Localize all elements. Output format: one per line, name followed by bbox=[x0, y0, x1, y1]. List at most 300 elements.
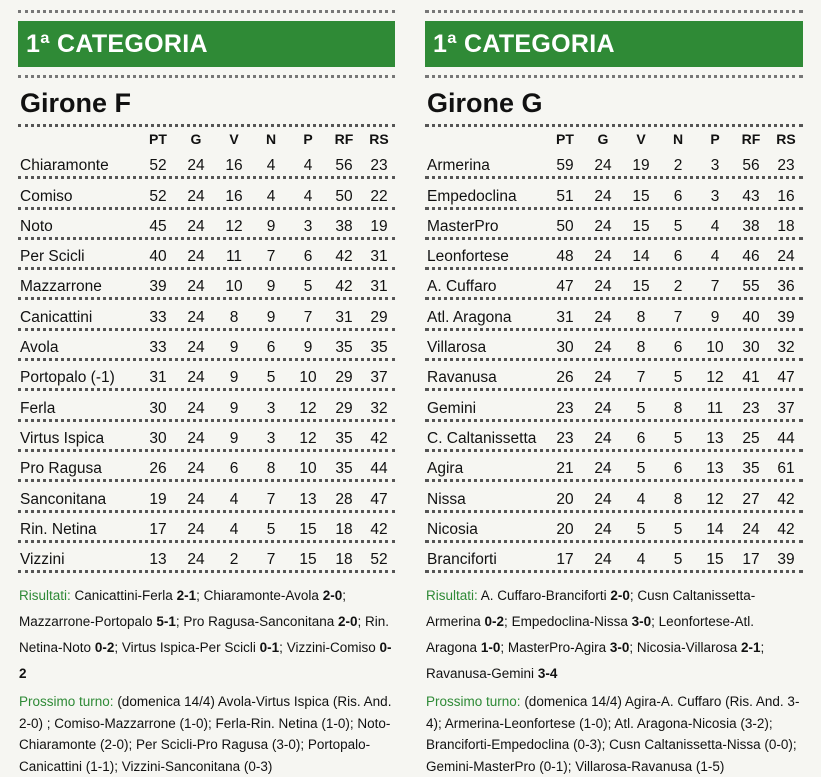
result-match: Mazzarrone-Portopalo bbox=[19, 614, 153, 630]
result-match: Ravanusa-Gemini bbox=[426, 666, 535, 682]
stat-cell: 9 bbox=[710, 308, 720, 326]
result-score: 2-0 bbox=[610, 588, 630, 604]
stat-cell: 15 bbox=[299, 551, 317, 569]
stat-cell: 6 bbox=[229, 460, 239, 478]
stat-cell: 17 bbox=[742, 551, 760, 569]
stat-cell: 42 bbox=[370, 429, 388, 447]
stat-cell: 5 bbox=[303, 278, 313, 296]
dotted-divider bbox=[18, 0, 395, 13]
stat-cell: 5 bbox=[266, 520, 276, 538]
results-text bbox=[18, 583, 395, 687]
stat-cell: 4 bbox=[303, 157, 313, 175]
team-name: Per Scicli bbox=[20, 248, 85, 266]
stat-cell: 7 bbox=[266, 490, 276, 508]
team-name: Armerina bbox=[427, 157, 490, 175]
team-name: Branciforti bbox=[427, 551, 497, 569]
team-name: Comiso bbox=[20, 187, 73, 205]
result-separator: ; bbox=[500, 640, 508, 656]
stat-cell: 20 bbox=[556, 490, 574, 508]
result-match: Virtus Ispica-Per Scicli bbox=[121, 640, 256, 656]
stat-cell: 39 bbox=[777, 551, 795, 569]
standings-table bbox=[425, 149, 803, 573]
stat-cell: 6 bbox=[673, 248, 683, 266]
table-row bbox=[18, 149, 395, 179]
table-row bbox=[425, 482, 803, 512]
stat-cell: 20 bbox=[556, 520, 574, 538]
stat-cell: 23 bbox=[742, 399, 760, 417]
result-match: Empedoclina-Nissa bbox=[511, 614, 628, 630]
result-separator: ; bbox=[175, 614, 184, 630]
stat-cell: 46 bbox=[742, 248, 760, 266]
stat-cell: 48 bbox=[556, 248, 574, 266]
stat-cell: 4 bbox=[710, 248, 720, 266]
result-score: 0-2 bbox=[484, 614, 505, 630]
stat-cell: 28 bbox=[335, 490, 353, 508]
stat-cell: 12 bbox=[299, 399, 317, 417]
team-name: A. Cuffaro bbox=[427, 278, 497, 296]
stat-cell: 9 bbox=[229, 369, 239, 387]
stat-cell: 7 bbox=[266, 248, 276, 266]
table-row bbox=[425, 240, 803, 270]
stat-cell: 24 bbox=[777, 248, 795, 266]
column-header: RF bbox=[741, 131, 761, 147]
stat-cell: 18 bbox=[335, 520, 353, 538]
stat-cell: 9 bbox=[303, 339, 313, 357]
stat-cell: 24 bbox=[594, 460, 612, 478]
stat-cell: 9 bbox=[229, 429, 239, 447]
stat-cell: 31 bbox=[370, 278, 388, 296]
stat-cell: 30 bbox=[149, 429, 167, 447]
stat-cell: 14 bbox=[706, 520, 724, 538]
results-text bbox=[425, 583, 803, 687]
column-header: P bbox=[303, 131, 313, 147]
stat-cell: 39 bbox=[149, 278, 167, 296]
stat-cell: 5 bbox=[636, 460, 646, 478]
stat-cell: 24 bbox=[594, 369, 612, 387]
table-row bbox=[18, 482, 395, 512]
stat-cell: 10 bbox=[299, 369, 317, 387]
stat-cell: 12 bbox=[706, 369, 724, 387]
dotted-divider bbox=[425, 0, 803, 13]
table-row bbox=[18, 452, 395, 482]
table-row bbox=[425, 543, 803, 573]
result-score: 2-1 bbox=[176, 588, 197, 604]
table-row bbox=[425, 179, 803, 209]
stat-cell: 42 bbox=[335, 278, 353, 296]
stat-cell: 9 bbox=[229, 339, 239, 357]
stat-cell: 5 bbox=[636, 399, 646, 417]
result-separator: ; bbox=[629, 588, 638, 604]
stat-cell: 6 bbox=[673, 460, 683, 478]
stat-cell: 52 bbox=[149, 187, 167, 205]
stat-cell: 10 bbox=[706, 339, 724, 357]
team-name: Nissa bbox=[427, 490, 466, 508]
stat-cell: 15 bbox=[632, 278, 650, 296]
stat-cell: 11 bbox=[225, 248, 243, 266]
stat-cell: 24 bbox=[594, 187, 612, 205]
stat-cell: 16 bbox=[225, 187, 243, 205]
stat-cell: 16 bbox=[225, 157, 243, 175]
team-name: Noto bbox=[20, 217, 53, 235]
stat-cell: 7 bbox=[636, 369, 646, 387]
team-name: Empedoclina bbox=[427, 187, 517, 205]
table-row bbox=[425, 422, 803, 452]
stat-cell: 32 bbox=[777, 339, 795, 357]
table-row bbox=[18, 300, 395, 330]
team-name: Chiaramonte bbox=[20, 157, 109, 175]
stat-cell: 5 bbox=[673, 429, 683, 447]
result-match: Cusn Caltanissetta-Armerina bbox=[426, 588, 756, 630]
stat-cell: 19 bbox=[149, 490, 167, 508]
team-name: Nicosia bbox=[427, 520, 478, 538]
stat-cell: 24 bbox=[594, 339, 612, 357]
stat-cell: 8 bbox=[636, 308, 646, 326]
stat-cell: 33 bbox=[149, 339, 167, 357]
column-header: V bbox=[229, 131, 239, 147]
stat-cell: 32 bbox=[370, 399, 388, 417]
stat-cell: 2 bbox=[673, 278, 683, 296]
stat-cell: 12 bbox=[706, 490, 724, 508]
stat-cell: 27 bbox=[742, 490, 760, 508]
stat-cell: 52 bbox=[149, 157, 167, 175]
stat-cell: 41 bbox=[742, 369, 760, 387]
table-row bbox=[18, 331, 395, 361]
stat-cell: 11 bbox=[706, 399, 724, 417]
stat-cell: 52 bbox=[370, 551, 388, 569]
stat-cell: 3 bbox=[303, 217, 313, 235]
stat-cell: 43 bbox=[742, 187, 760, 205]
stat-cell: 10 bbox=[299, 460, 317, 478]
stat-cell: 24 bbox=[594, 399, 612, 417]
stat-cell: 44 bbox=[370, 460, 388, 478]
result-score: 3-0 bbox=[609, 640, 630, 656]
stat-cell: 38 bbox=[335, 217, 353, 235]
table-header bbox=[18, 124, 395, 149]
stat-cell: 24 bbox=[742, 520, 760, 538]
table-row bbox=[425, 361, 803, 391]
dotted-divider bbox=[425, 67, 803, 78]
team-name: Vizzini bbox=[20, 551, 65, 569]
stat-cell: 2 bbox=[229, 551, 239, 569]
stat-cell: 44 bbox=[777, 429, 795, 447]
result-score: 0-2 bbox=[94, 640, 115, 656]
stat-cell: 35 bbox=[370, 339, 388, 357]
stat-cell: 37 bbox=[777, 399, 795, 417]
result-match: Vizzini-Comiso bbox=[286, 640, 376, 656]
stat-cell: 38 bbox=[742, 217, 760, 235]
dotted-divider bbox=[18, 67, 395, 78]
standings-column-girone-f bbox=[18, 0, 395, 777]
stat-cell: 4 bbox=[229, 490, 239, 508]
result-match: Pro Ragusa-Sanconitana bbox=[183, 614, 335, 630]
stat-cell: 24 bbox=[187, 157, 205, 175]
stat-cell: 24 bbox=[594, 551, 612, 569]
stat-cell: 17 bbox=[149, 520, 167, 538]
column-header: RF bbox=[334, 131, 354, 147]
table-row bbox=[18, 422, 395, 452]
result-score: 5-1 bbox=[156, 614, 176, 630]
stat-cell: 24 bbox=[187, 187, 205, 205]
stat-cell: 47 bbox=[370, 490, 388, 508]
table-row bbox=[18, 361, 395, 391]
stat-cell: 24 bbox=[594, 217, 612, 235]
table-row bbox=[425, 452, 803, 482]
table-row bbox=[18, 270, 395, 300]
stat-cell: 24 bbox=[187, 520, 205, 538]
stat-cell: 24 bbox=[187, 217, 205, 235]
team-name: Sanconitana bbox=[20, 490, 107, 508]
column-header: PT bbox=[556, 131, 574, 147]
stat-cell: 9 bbox=[266, 217, 276, 235]
stat-cell: 24 bbox=[187, 248, 205, 266]
stat-cell: 30 bbox=[742, 339, 760, 357]
stat-cell: 7 bbox=[710, 278, 720, 296]
stat-cell: 4 bbox=[636, 551, 646, 569]
result-match: Nicosia-Villarosa bbox=[636, 640, 738, 656]
stat-cell: 24 bbox=[187, 490, 205, 508]
stat-cell: 35 bbox=[335, 339, 353, 357]
standings-column-girone-g bbox=[425, 0, 803, 777]
result-separator: ; bbox=[651, 614, 659, 630]
stat-cell: 24 bbox=[187, 551, 205, 569]
result-separator: ; bbox=[504, 614, 512, 630]
stat-cell: 24 bbox=[594, 157, 612, 175]
team-name: Ravanusa bbox=[427, 369, 497, 387]
table-row bbox=[425, 300, 803, 330]
group-title: Girone G bbox=[427, 88, 543, 118]
next-round-label: Prossimo turno: bbox=[426, 694, 521, 710]
stat-cell: 24 bbox=[594, 490, 612, 508]
stat-cell: 22 bbox=[370, 187, 388, 205]
stat-cell: 5 bbox=[636, 520, 646, 538]
stat-cell: 40 bbox=[149, 248, 167, 266]
results-label: Risultati: bbox=[19, 588, 71, 604]
stat-cell: 24 bbox=[594, 248, 612, 266]
table-row bbox=[425, 331, 803, 361]
result-score: 1-0 bbox=[480, 640, 501, 656]
stat-cell: 6 bbox=[673, 187, 683, 205]
team-name: Agira bbox=[427, 460, 464, 478]
category-banner: 1ª CATEGORIA bbox=[425, 21, 803, 67]
stat-cell: 24 bbox=[187, 460, 205, 478]
stat-cell: 8 bbox=[673, 399, 683, 417]
column-header: RS bbox=[369, 131, 389, 147]
stat-cell: 15 bbox=[632, 187, 650, 205]
table-row bbox=[18, 543, 395, 573]
stat-cell: 31 bbox=[149, 369, 167, 387]
stat-cell: 29 bbox=[335, 399, 353, 417]
stat-cell: 5 bbox=[673, 217, 683, 235]
stat-cell: 42 bbox=[370, 520, 388, 538]
result-score: 0-2 bbox=[19, 640, 392, 682]
stat-cell: 4 bbox=[710, 217, 720, 235]
stat-cell: 24 bbox=[187, 308, 205, 326]
stat-cell: 31 bbox=[556, 308, 574, 326]
stat-cell: 9 bbox=[266, 308, 276, 326]
result-separator: ; bbox=[196, 588, 204, 604]
stat-cell: 37 bbox=[370, 369, 388, 387]
stat-cell: 3 bbox=[266, 429, 276, 447]
stat-cell: 7 bbox=[303, 308, 313, 326]
stat-cell: 8 bbox=[266, 460, 276, 478]
result-score: 0-1 bbox=[259, 640, 280, 656]
team-name: Ferla bbox=[20, 399, 56, 417]
stat-cell: 35 bbox=[335, 460, 353, 478]
table-header bbox=[425, 124, 803, 149]
stat-cell: 17 bbox=[556, 551, 574, 569]
stat-cell: 18 bbox=[777, 217, 795, 235]
table-row bbox=[18, 513, 395, 543]
stat-cell: 18 bbox=[335, 551, 353, 569]
stat-cell: 8 bbox=[636, 339, 646, 357]
next-round-text bbox=[18, 691, 395, 777]
stat-cell: 35 bbox=[742, 460, 760, 478]
stat-cell: 40 bbox=[742, 308, 760, 326]
result-separator: ; bbox=[629, 640, 637, 656]
stat-cell: 3 bbox=[710, 157, 720, 175]
result-separator: ; bbox=[342, 588, 346, 604]
stat-cell: 4 bbox=[266, 187, 276, 205]
stat-cell: 33 bbox=[149, 308, 167, 326]
stat-cell: 19 bbox=[632, 157, 650, 175]
result-separator: ; bbox=[279, 640, 287, 656]
stat-cell: 9 bbox=[229, 399, 239, 417]
column-header: G bbox=[190, 131, 202, 147]
stat-cell: 12 bbox=[299, 429, 317, 447]
stat-cell: 42 bbox=[335, 248, 353, 266]
column-header: G bbox=[597, 131, 609, 147]
stat-cell: 3 bbox=[710, 187, 720, 205]
team-name: Pro Ragusa bbox=[20, 460, 102, 478]
stat-cell: 23 bbox=[556, 429, 574, 447]
stat-cell: 31 bbox=[370, 248, 388, 266]
result-match: Rin. Netina-Noto bbox=[19, 614, 390, 656]
stat-cell: 8 bbox=[229, 308, 239, 326]
result-score: 2-1 bbox=[740, 640, 761, 656]
result-match: Leonfortese-Atl. Aragona bbox=[426, 614, 754, 656]
stat-cell: 6 bbox=[266, 339, 276, 357]
stat-cell: 10 bbox=[225, 278, 243, 296]
stat-cell: 15 bbox=[632, 217, 650, 235]
stat-cell: 4 bbox=[266, 157, 276, 175]
result-score: 2-0 bbox=[338, 614, 358, 630]
team-name: Mazzarrone bbox=[20, 278, 102, 296]
stat-cell: 25 bbox=[742, 429, 760, 447]
group-title: Girone F bbox=[20, 88, 132, 118]
stat-cell: 19 bbox=[370, 217, 388, 235]
table-row bbox=[18, 210, 395, 240]
result-match: Chiaramonte-Avola bbox=[203, 588, 319, 604]
stat-cell: 61 bbox=[777, 460, 795, 478]
result-match: MasterPro-Agira bbox=[507, 640, 607, 656]
stat-cell: 5 bbox=[673, 520, 683, 538]
stat-cell: 3 bbox=[266, 399, 276, 417]
stat-cell: 45 bbox=[149, 217, 167, 235]
stat-cell: 4 bbox=[636, 490, 646, 508]
stat-cell: 7 bbox=[266, 551, 276, 569]
stat-cell: 24 bbox=[594, 308, 612, 326]
stat-cell: 50 bbox=[335, 187, 353, 205]
team-name: Villarosa bbox=[427, 339, 487, 357]
next-round-fixtures: (domenica 14/4) Avola-Virtus Ispica (Ris. And. 2-0) ; Comiso-Mazzarrone (1-0); Ferla-Rin. Netina (1-0); Noto-Chiaramonte (2-0); Per Scicli-Pro Ragusa (3-0); Portopalo-Canicattini (1-1); Vizzini-Sanconitana (0-3) bbox=[19, 694, 392, 774]
stat-cell: 23 bbox=[777, 157, 795, 175]
stat-cell: 6 bbox=[673, 339, 683, 357]
stat-cell: 24 bbox=[594, 429, 612, 447]
team-name: C. Caltanissetta bbox=[427, 429, 537, 447]
stat-cell: 39 bbox=[777, 308, 795, 326]
stat-cell: 47 bbox=[556, 278, 574, 296]
category-banner: 1ª CATEGORIA bbox=[18, 21, 395, 67]
team-name: MasterPro bbox=[427, 217, 499, 235]
stat-cell: 29 bbox=[335, 369, 353, 387]
stat-cell: 42 bbox=[777, 490, 795, 508]
team-name: Portopalo (-1) bbox=[20, 369, 115, 387]
stat-cell: 51 bbox=[556, 187, 574, 205]
stat-cell: 31 bbox=[335, 308, 353, 326]
stat-cell: 26 bbox=[556, 369, 574, 387]
column-header: N bbox=[265, 131, 277, 147]
team-name: Rin. Netina bbox=[20, 520, 97, 538]
stat-cell: 30 bbox=[149, 399, 167, 417]
column-header: V bbox=[636, 131, 646, 147]
stat-cell: 4 bbox=[303, 187, 313, 205]
stat-cell: 4 bbox=[229, 520, 239, 538]
stat-cell: 15 bbox=[706, 551, 724, 569]
result-score: 3-4 bbox=[537, 666, 558, 682]
team-name: Leonfortese bbox=[427, 248, 509, 266]
stat-cell: 6 bbox=[636, 429, 646, 447]
stat-cell: 5 bbox=[266, 369, 276, 387]
table-row bbox=[425, 149, 803, 179]
stat-cell: 9 bbox=[266, 278, 276, 296]
stat-cell: 24 bbox=[594, 278, 612, 296]
stat-cell: 13 bbox=[706, 429, 724, 447]
next-round-label: Prossimo turno: bbox=[19, 694, 114, 710]
result-match: Canicattini-Ferla bbox=[74, 588, 173, 604]
stat-cell: 5 bbox=[673, 369, 683, 387]
stat-cell: 2 bbox=[673, 157, 683, 175]
stat-cell: 5 bbox=[673, 551, 683, 569]
table-row bbox=[425, 270, 803, 300]
table-row bbox=[18, 391, 395, 421]
result-separator: ; bbox=[357, 614, 366, 630]
table-row bbox=[18, 179, 395, 209]
column-header: N bbox=[672, 131, 684, 147]
result-separator: ; bbox=[760, 640, 765, 656]
team-name: Virtus Ispica bbox=[20, 429, 105, 447]
column-header: PT bbox=[149, 131, 167, 147]
stat-cell: 24 bbox=[594, 520, 612, 538]
stat-cell: 29 bbox=[370, 308, 388, 326]
stat-cell: 47 bbox=[777, 369, 795, 387]
stat-cell: 56 bbox=[335, 157, 353, 175]
stat-cell: 24 bbox=[187, 339, 205, 357]
result-match: A. Cuffaro-Branciforti bbox=[480, 588, 607, 604]
table-row bbox=[425, 210, 803, 240]
stat-cell: 12 bbox=[225, 217, 243, 235]
stat-cell: 24 bbox=[187, 369, 205, 387]
stat-cell: 26 bbox=[149, 460, 167, 478]
next-round-fixtures: (domenica 14/4) Agira-A. Cuffaro (Ris. And. 3-4); Armerina-Leonfortese (1-0); Atl. Aragona-Nicosia (3-2); Branciforti-Empedoclina (0-3); Cusn Caltanissetta-Nissa (0-0); Gemini-MasterPro (0-1); Villarosa-Ravanusa (1-5) bbox=[426, 694, 800, 774]
stat-cell: 24 bbox=[187, 429, 205, 447]
stat-cell: 13 bbox=[149, 551, 167, 569]
stat-cell: 35 bbox=[335, 429, 353, 447]
stat-cell: 36 bbox=[777, 278, 795, 296]
stat-cell: 6 bbox=[303, 248, 313, 266]
stat-cell: 7 bbox=[673, 308, 683, 326]
stat-cell: 15 bbox=[299, 520, 317, 538]
stat-cell: 14 bbox=[632, 248, 650, 266]
